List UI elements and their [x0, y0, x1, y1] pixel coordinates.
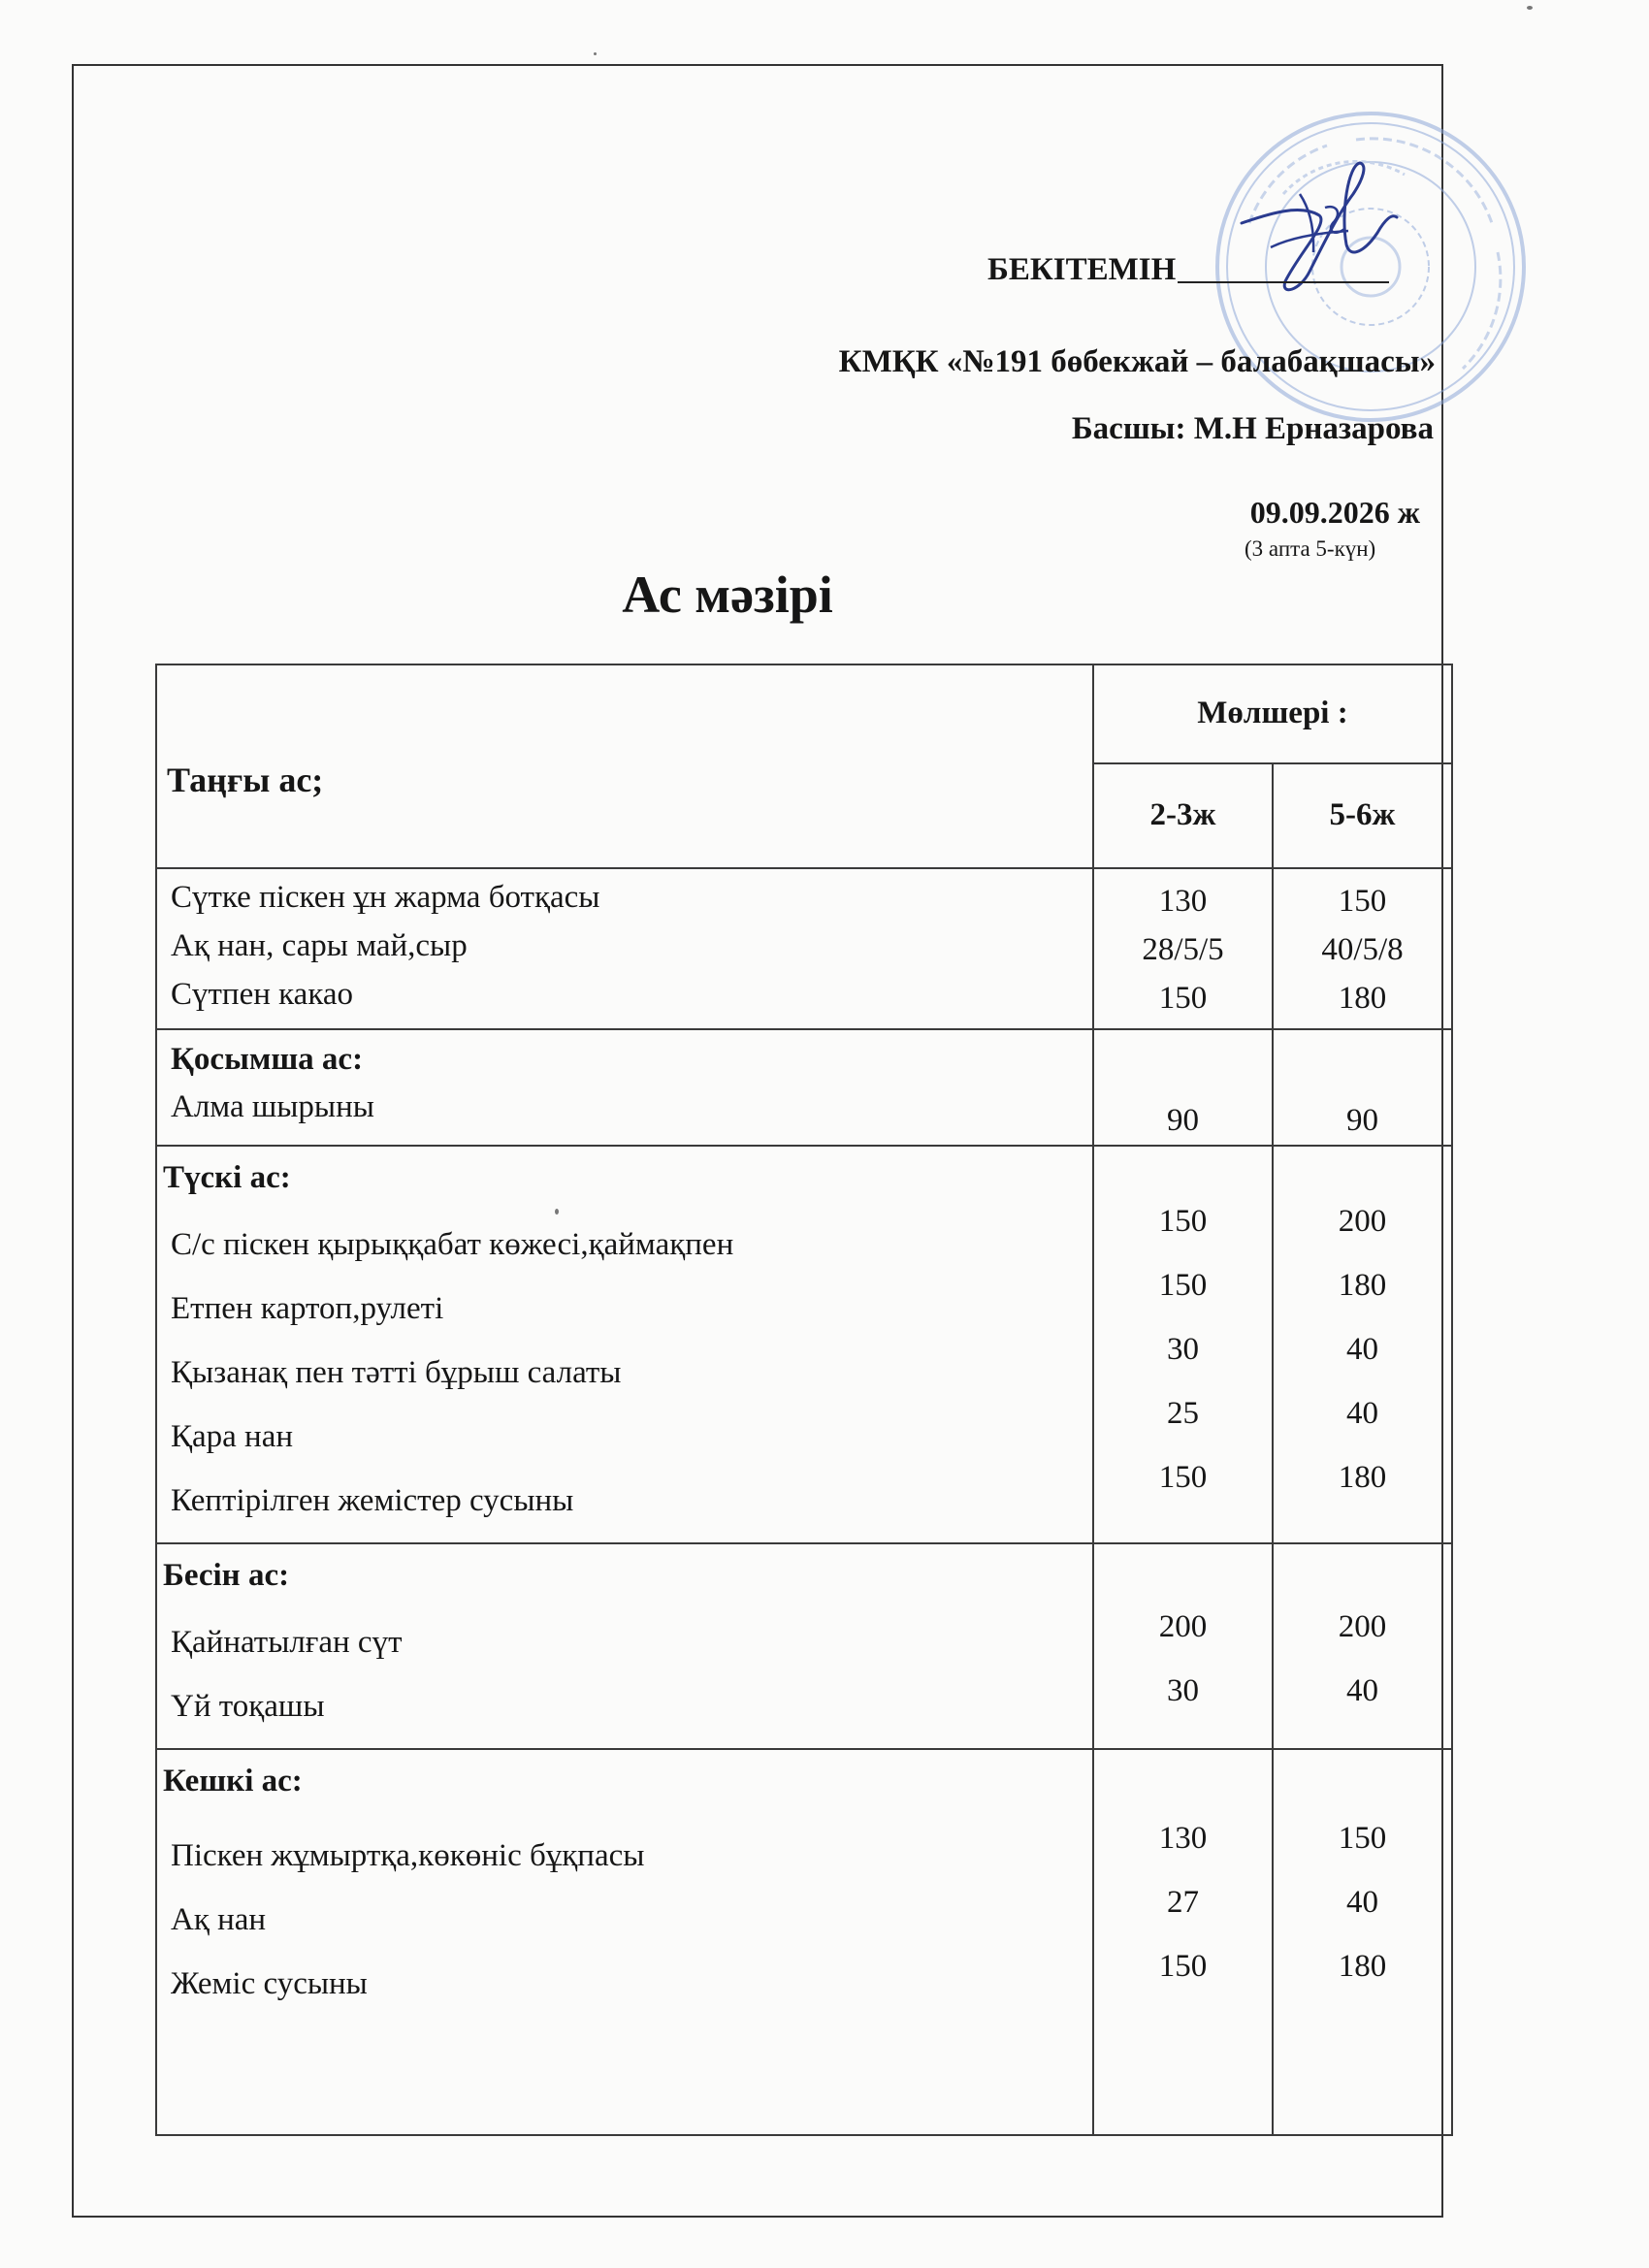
section-title: Кешкі ас:	[163, 1764, 303, 1798]
section-title: Бесін ас:	[163, 1558, 290, 1593]
dish-list	[156, 1029, 1093, 1146]
amount-value: 30	[1167, 1673, 1199, 1708]
organization-name: КМҚК «№191 бөбекжай – балабақшасы»	[838, 344, 1436, 379]
dish-name: Сүтпен какао	[171, 977, 354, 1012]
amount-2-3-column	[1093, 1543, 1273, 1749]
dish-name: Піскен жұмыртқа,көкөніс бұқпасы	[171, 1838, 645, 1873]
scan-speck	[555, 1209, 559, 1215]
amount-value: 90	[1346, 1103, 1378, 1138]
dish-name: Жеміс сусыны	[171, 1966, 368, 2001]
signature-line	[1178, 281, 1389, 283]
week-day: (3 апта 5-күн)	[1245, 536, 1376, 561]
approval-line	[987, 252, 1389, 288]
menu-date: 09.09.2026 ж	[1249, 495, 1420, 530]
amount-2-3-column	[1093, 1029, 1273, 1146]
dish-list	[156, 1749, 1093, 2135]
amount-value: 150	[1158, 1204, 1208, 1239]
amount-value: 200	[1338, 1609, 1387, 1644]
amount-2-3-column	[1093, 1749, 1273, 2135]
amount-value: 27	[1167, 1885, 1199, 1920]
head-name: Басшы: М.Н Ерназарова	[1071, 411, 1434, 446]
amount-value: 150	[1338, 884, 1387, 919]
amount-value: 180	[1338, 1268, 1387, 1303]
approve-label: БЕКІТЕМІН	[987, 252, 1177, 287]
menu-table	[155, 664, 1453, 2136]
amount-value: 30	[1167, 1332, 1199, 1367]
scan-speck	[594, 52, 597, 55]
page-title: Ас мәзірі	[622, 566, 833, 624]
amount-value: 150	[1158, 1268, 1208, 1303]
section-title: Қосымша ас:	[171, 1042, 364, 1077]
amount-value: 180	[1338, 1460, 1387, 1495]
dish-name: Алма шырыны	[171, 1089, 374, 1124]
dish-name: С/с піскен қырыққабат көжесі,қаймақпен	[171, 1227, 734, 1262]
amount-value: 150	[1158, 981, 1208, 1016]
dish-name: Кептірілген жемістер сусыны	[171, 1483, 574, 1518]
amount-5-6-column	[1273, 1543, 1452, 1749]
amount-value: 25	[1167, 1396, 1199, 1431]
amount-5-6-column	[1273, 1749, 1452, 2135]
amount-value: 90	[1167, 1103, 1199, 1138]
amount-value: 40	[1346, 1332, 1378, 1367]
amount-2-3-column	[1093, 868, 1273, 1029]
dish-name: Ақ нан	[171, 1902, 267, 1937]
amount-header: Мөлшері :	[1093, 664, 1452, 763]
amount-value: 180	[1338, 1949, 1387, 1984]
amount-value: 28/5/5	[1142, 932, 1224, 967]
menu-section	[156, 1146, 1452, 1543]
dish-list	[156, 1146, 1093, 1543]
amount-value: 200	[1158, 1609, 1208, 1644]
dish-name: Қызанақ пен тәтті бұрыш салаты	[171, 1355, 622, 1390]
amount-value: 200	[1338, 1204, 1387, 1239]
amount-value: 130	[1158, 1821, 1208, 1856]
dish-name: Сүтке піскен ұн жарма ботқасы	[171, 880, 600, 915]
menu-section	[156, 1543, 1452, 1749]
dish-list	[156, 1543, 1093, 1749]
amount-value: 150	[1158, 1949, 1208, 1984]
breakfast-header: Таңғы ас;	[156, 664, 1093, 868]
section-title: Түскі ас:	[163, 1160, 291, 1195]
dish-name: Етпен картоп,рулеті	[171, 1291, 444, 1326]
amount-value: 130	[1158, 884, 1208, 919]
amount-value: 40	[1346, 1396, 1378, 1431]
amount-value: 40	[1346, 1673, 1378, 1708]
amount-value: 150	[1158, 1460, 1208, 1495]
amount-5-6-column	[1273, 1146, 1452, 1543]
dish-name: Үй тоқашы	[171, 1689, 325, 1724]
amount-value: 40	[1346, 1885, 1378, 1920]
amount-value: 150	[1338, 1821, 1387, 1856]
amount-value: 40/5/8	[1321, 932, 1404, 967]
menu-section	[156, 1029, 1452, 1146]
dish-name: Қайнатылған сүт	[171, 1625, 403, 1660]
amount-5-6-column	[1273, 1029, 1452, 1146]
scan-speck	[1527, 6, 1533, 10]
age-group-header: 5-6ж	[1273, 763, 1452, 868]
menu-section	[156, 1749, 1452, 2135]
amount-value: 180	[1338, 981, 1387, 1016]
dish-name: Қара нан	[171, 1419, 294, 1454]
dish-name: Ақ нан, сары май,сыр	[171, 928, 468, 963]
age-group-header: 2-3ж	[1093, 763, 1273, 868]
menu-section	[156, 868, 1452, 1029]
dish-list	[156, 868, 1093, 1029]
amount-2-3-column	[1093, 1146, 1273, 1543]
amount-5-6-column	[1273, 868, 1452, 1029]
